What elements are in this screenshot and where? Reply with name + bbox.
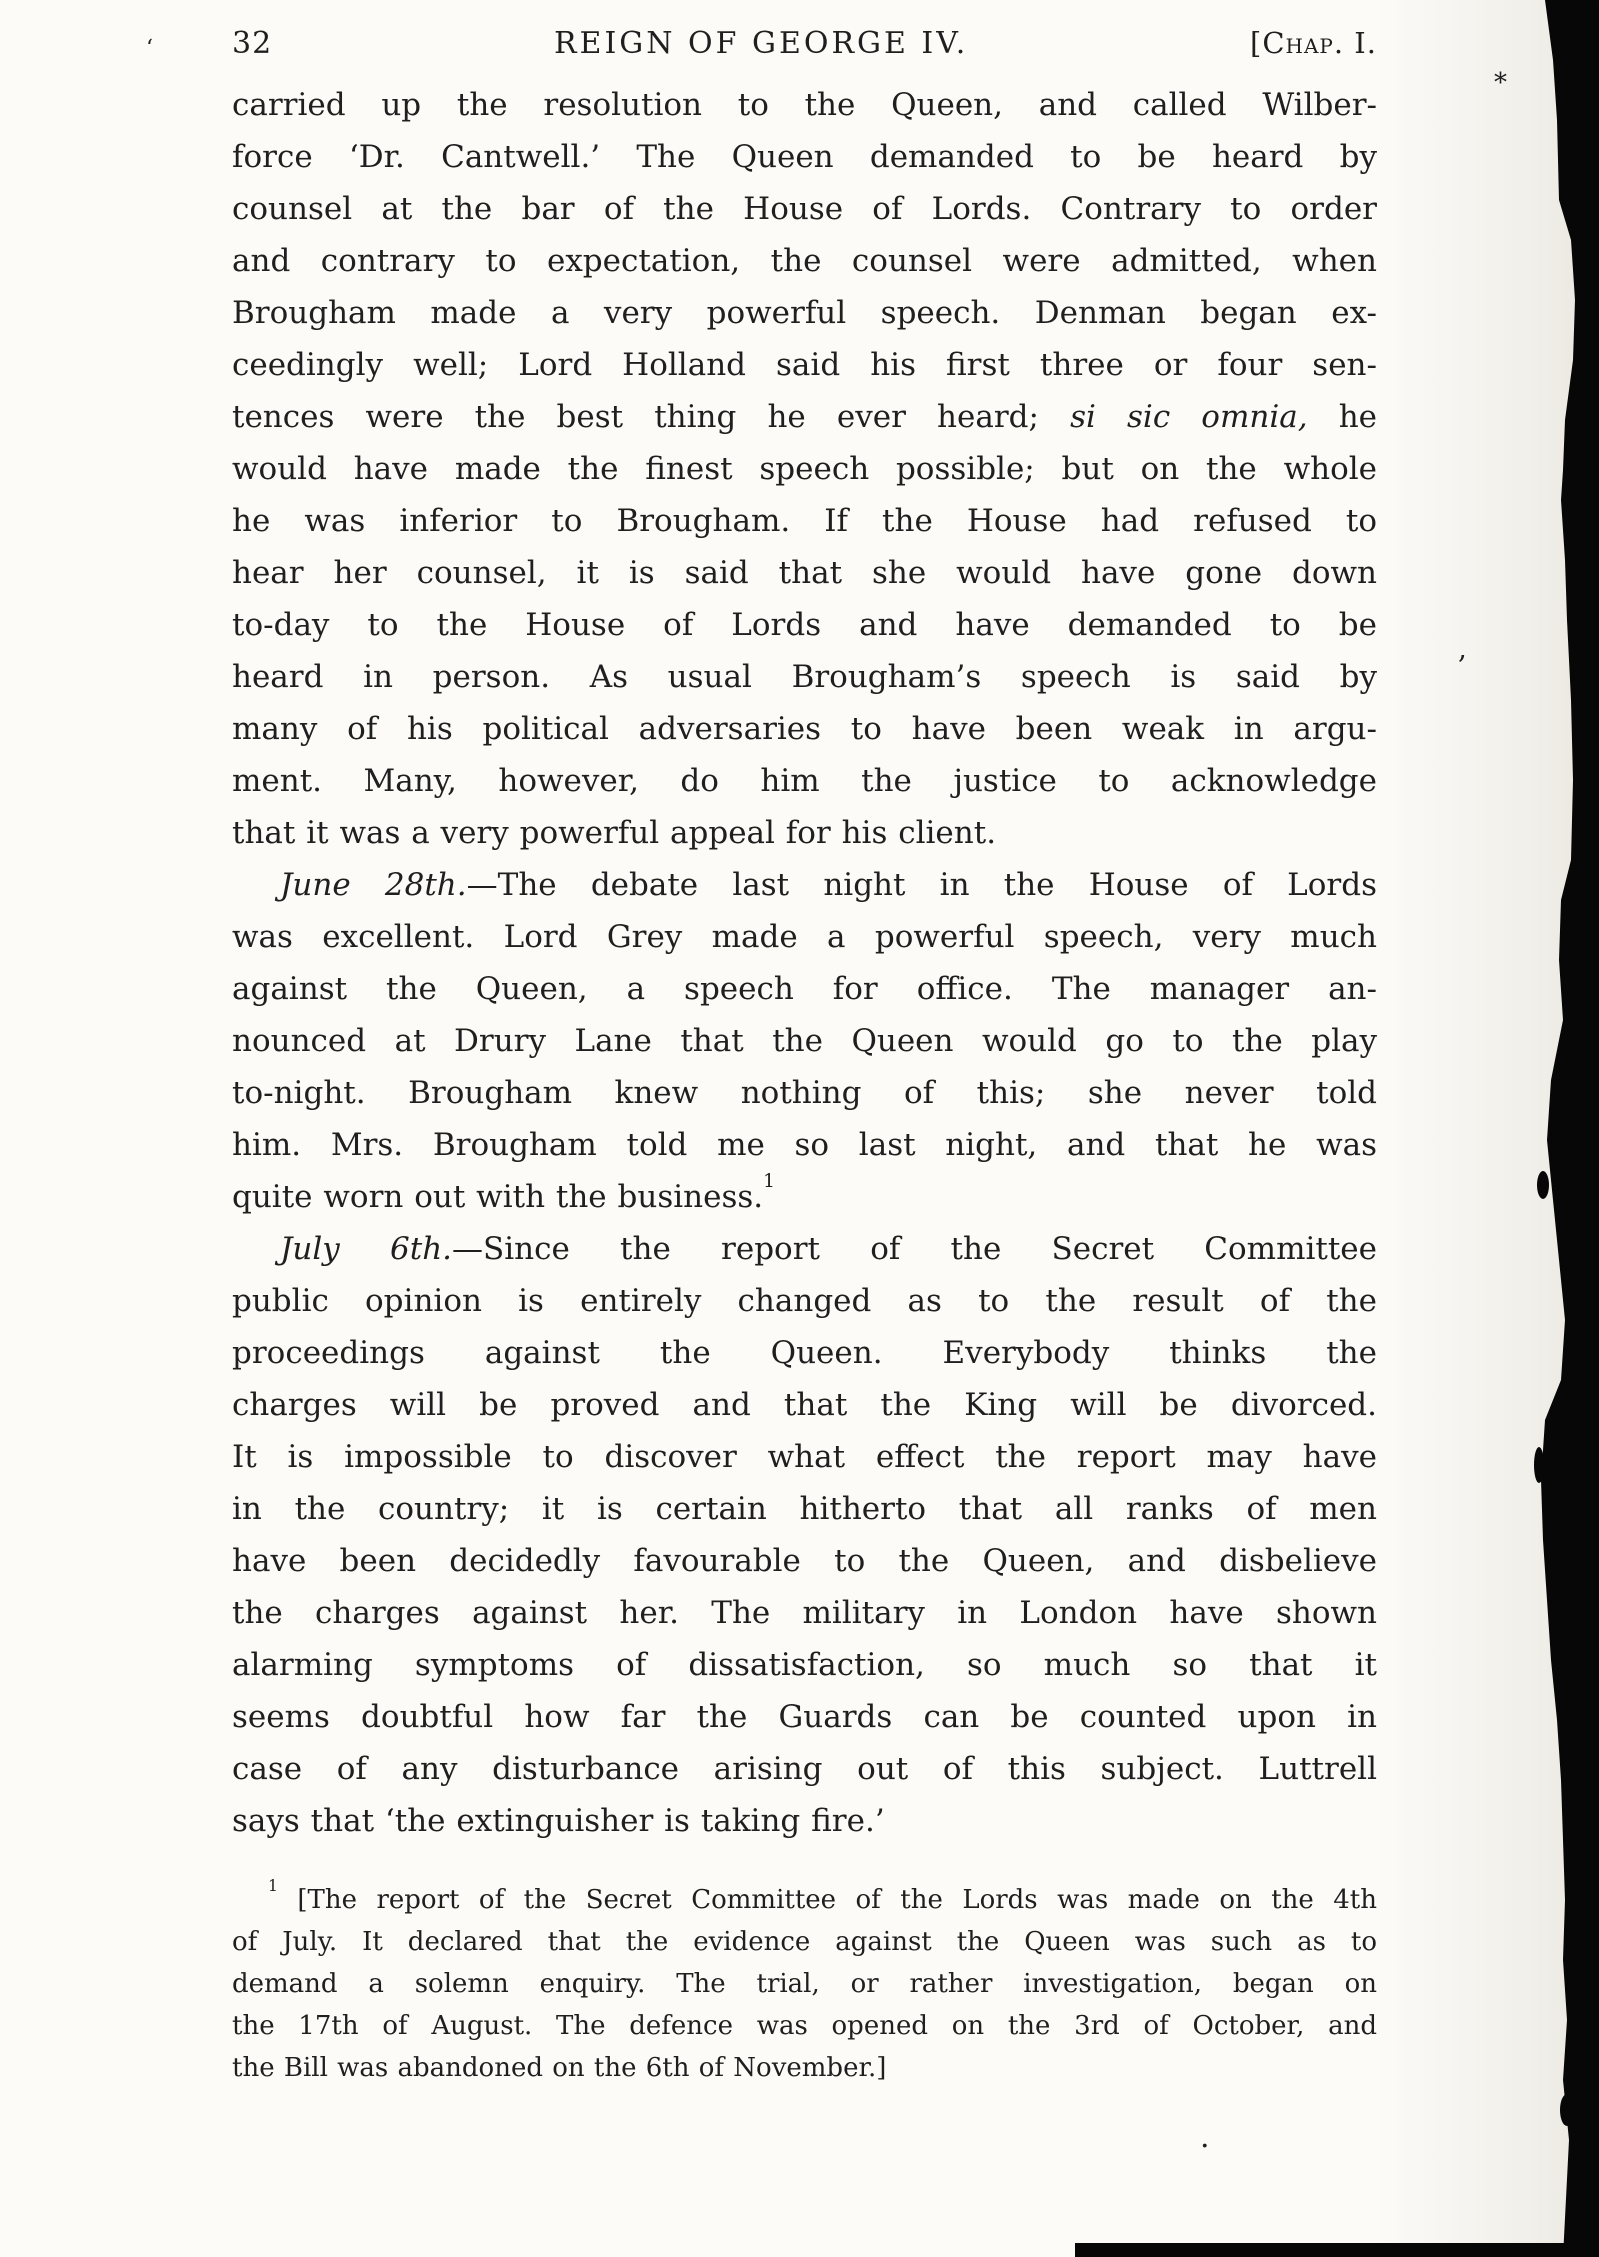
running-title: REIGN OF GEORGE IV. <box>553 26 969 61</box>
text-line <box>232 1275 1377 1327</box>
text-segment: counsel at the bar of the House of Lords. Contrary to order <box>232 191 1377 227</box>
text-segment: in the country; it is certain hitherto that all ranks of men <box>232 1491 1377 1527</box>
text-segment: to-day to the House of Lords and have demanded to be <box>232 607 1377 643</box>
text-line <box>232 599 1377 651</box>
footnote-marker: 1 <box>268 1877 278 1896</box>
text-line <box>232 1431 1377 1483</box>
text-line <box>232 287 1377 339</box>
text-line <box>232 1223 1377 1275</box>
text-segment: public opinion is entirely changed as to the result of the <box>232 1283 1377 1319</box>
text-segment: case of any disturbance arising out of this subject. Luttrell <box>232 1751 1377 1787</box>
text-line <box>232 859 1377 911</box>
text-line <box>232 1963 1377 2005</box>
text-segment: him. Mrs. Brougham told me so last night, and that he was <box>232 1127 1377 1163</box>
text-segment: July 6th. <box>280 1231 453 1267</box>
text-segment: the 17th of August. The defence was opened on the 3rd of October, and <box>232 2011 1377 2041</box>
text-segment: against the Queen, a speech for office. The manager an- <box>232 971 1377 1007</box>
text-line <box>232 2005 1377 2047</box>
text-line <box>232 235 1377 287</box>
text-segment: si sic omnia, <box>1070 399 1308 435</box>
text-line <box>232 963 1377 1015</box>
text-segment: —The debate last night in the House of Lords <box>466 867 1378 903</box>
text-segment: proceedings against the Queen. Everybody thinks the <box>232 1335 1377 1371</box>
text-line <box>232 1879 1377 1921</box>
footnote-marker: 1 <box>763 1171 775 1193</box>
text-line <box>232 755 1377 807</box>
page-header <box>232 22 1377 65</box>
text-segment: the Bill was abandoned on the 6th of November.] <box>232 2053 887 2083</box>
text-line <box>232 1921 1377 1963</box>
binding-smudge-icon <box>1509 0 1599 2257</box>
text-line <box>232 1379 1377 1431</box>
text-line <box>232 1483 1377 1535</box>
text-line <box>232 1587 1377 1639</box>
text-line <box>232 1535 1377 1587</box>
text-line <box>232 1171 1377 1223</box>
text-line <box>232 2047 1377 2089</box>
text-line <box>232 495 1377 547</box>
text-segment: [The report of the Secret Committee of the Lords was made on the 4th <box>277 1885 1377 1915</box>
footnote <box>232 1879 1377 2089</box>
text-segment: seems doubtful how far the Guards can be counted upon in <box>232 1699 1377 1735</box>
text-segment: nounced at Drury Lane that the Queen would go to the play <box>232 1023 1377 1059</box>
text-line <box>232 1795 1377 1847</box>
scan-edge-strip <box>1075 2243 1599 2257</box>
text-segment: —Since the report of the Secret Committee <box>452 1231 1377 1267</box>
text-segment: June 28th. <box>280 867 467 903</box>
text-segment: he <box>1307 399 1378 435</box>
text-line <box>232 131 1377 183</box>
book-page <box>232 22 1377 2089</box>
text-segment: have been decidedly favourable to the Queen, and disbelieve <box>232 1543 1377 1579</box>
text-segment: force ‘Dr. Cantwell.’ The Queen demanded to be heard by <box>232 139 1377 175</box>
text-segment: quite worn out with the business. <box>232 1179 764 1215</box>
text-segment: ment. Many, however, do him the justice to acknowledge <box>232 763 1377 799</box>
paragraph <box>232 1223 1377 1847</box>
chapter-label: [Chap. I. <box>1250 26 1377 60</box>
text-line <box>232 391 1377 443</box>
text-segment: alarming symptoms of dissatisfaction, so much so that it <box>232 1647 1377 1683</box>
text-segment: carried up the resolution to the Queen, and called Wilber- <box>232 87 1377 123</box>
text-segment: he was inferior to Brougham. If the House had refused to <box>232 503 1377 539</box>
text-segment: ceedingly well; Lord Holland said his first three or four sen- <box>232 347 1377 383</box>
text-segment: that it was a very powerful appeal for his client. <box>232 815 997 851</box>
text-line <box>232 1015 1377 1067</box>
paragraph <box>232 1879 1377 2089</box>
text-segment: says that ‘the extinguisher is taking fire.’ <box>232 1803 885 1839</box>
text-line <box>232 1639 1377 1691</box>
text-line <box>232 547 1377 599</box>
text-segment: Brougham made a very powerful speech. Denman began ex- <box>232 295 1377 331</box>
text-segment: and contrary to expectation, the counsel were admitted, when <box>232 243 1377 279</box>
text-segment: the charges against her. The military in London have shown <box>232 1595 1377 1631</box>
scan-speck: . <box>1200 2120 1210 2155</box>
scan-speck: * <box>1494 68 1507 98</box>
paragraph <box>232 79 1377 859</box>
text-line <box>232 1743 1377 1795</box>
text-line <box>232 183 1377 235</box>
text-line <box>232 79 1377 131</box>
text-segment: to-night. Brougham knew nothing of this; she never told <box>232 1075 1377 1111</box>
text-line <box>232 1067 1377 1119</box>
text-line <box>232 651 1377 703</box>
page-number: 32 <box>232 26 273 61</box>
paragraph <box>232 859 1377 1223</box>
scan-speck: , <box>1458 632 1467 665</box>
scan-speck: ‘ <box>146 36 153 61</box>
text-line <box>232 1327 1377 1379</box>
text-line <box>232 807 1377 859</box>
text-segment: It is impossible to discover what effect the report may have <box>232 1439 1377 1475</box>
text-line <box>232 339 1377 391</box>
text-segment: demand a solemn enquiry. The trial, or rather investigation, began on <box>232 1969 1377 1999</box>
text-segment: charges will be proved and that the King will be divorced. <box>232 1387 1377 1423</box>
text-segment: many of his political adversaries to have been weak in argu- <box>232 711 1377 747</box>
body-text <box>232 79 1377 1847</box>
text-segment: would have made the finest speech possible; but on the whole <box>232 451 1377 487</box>
text-line <box>232 443 1377 495</box>
text-segment: hear her counsel, it is said that she would have gone down <box>232 555 1377 591</box>
text-segment: was excellent. Lord Grey made a powerful speech, very much <box>232 919 1377 955</box>
text-line <box>232 1691 1377 1743</box>
text-segment: tences were the best thing he ever heard; <box>232 399 1071 435</box>
text-line <box>232 703 1377 755</box>
text-line <box>232 911 1377 963</box>
text-segment: of July. It declared that the evidence against the Queen was such as to <box>232 1927 1377 1957</box>
text-segment: heard in person. As usual Brougham’s speech is said by <box>232 659 1377 695</box>
text-line <box>232 1119 1377 1171</box>
